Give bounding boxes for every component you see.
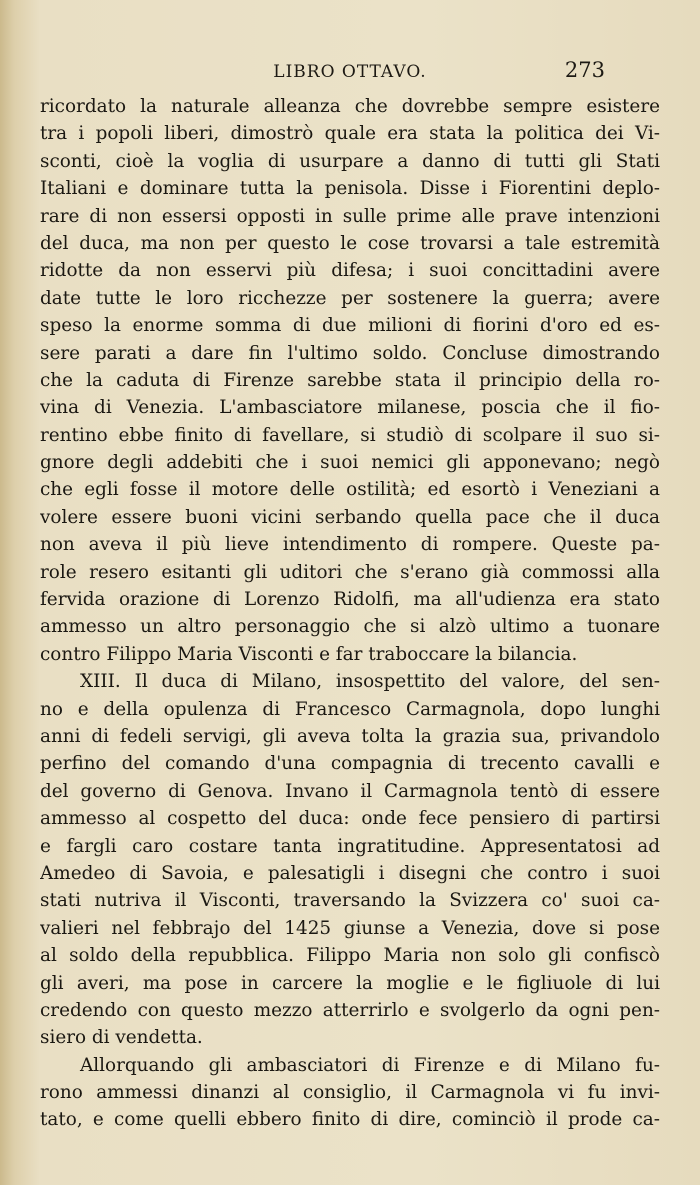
text-line: gnore degli addebiti che i suoi nemici gli apponevano; negò [40,452,660,474]
running-head: LIBRO OTTAVO. [273,62,427,82]
text-line: siero di vendetta. [40,1027,203,1049]
text-line: XIII. Il duca di Milano, insospettito del valore, del sen- [80,671,660,693]
text-line: ricordato la naturale alleanza che dovrebbe sempre esistere [40,96,660,117]
text-line: role resero esitanti gli uditori che s'erano già commossi alla [40,561,660,583]
text-line: date tutte le loro ricchezze per sostenere la guerra; avere [40,287,660,309]
text-line: sconti, cioè la voglia di usurpare a danno di tutti gli Stati [40,150,660,172]
text-line: e fargli caro costare tanta ingratitudine. Appresentatosi ad [40,835,660,857]
text-line: ammesso un altro personaggio che si alzò ultimo a tuonare [40,616,660,638]
text-line: valieri nel febbrajo del 1425 giunse a Venezia, dove si pose [40,917,660,939]
text-line: Italiani e dominare tutta la penisola. Disse i Fiorentini deplo- [40,178,660,200]
text-line: vina di Venezia. L'ambasciatore milanese, poscia che il fio- [40,397,660,419]
text-line: perfino del comando d'una compagnia di trecento cavalli e [40,753,660,775]
text-line: contro Filippo Maria Visconti e far traboccare la bilancia. [40,643,578,665]
text-line: credendo con questo mezzo atterrirlo e svolgerlo da ogni pen- [40,999,660,1021]
text-line: speso la enorme somma di due milioni di fiorini d'oro ed es- [40,315,660,337]
text-line: Allorquando gli ambasciatori di Firenze e di Milano fu- [80,1054,660,1076]
page-header [0,58,700,88]
text-line: non aveva il più lieve intendimento di rompere. Queste pa- [40,534,660,556]
text-line: gli averi, ma pose in carcere la moglie e le figliuole di lui [40,972,660,994]
text-line: del duca, ma non per questo le cose trovarsi a tale estremità [40,232,660,254]
text-line: no e della opulenza di Francesco Carmagnola, dopo lunghi [40,698,660,720]
text-line: del governo di Genova. Invano il Carmagnola tentò di essere [40,780,660,802]
text-line: ridotte da non esservi più difesa; i suoi concittadini avere [40,260,660,282]
text-line: tato, e come quelli ebbero finito di dire, cominciò il prode ca- [40,1109,660,1131]
text-line: stati nutriva il Visconti, traversando la Svizzera co' suoi ca- [40,890,660,912]
text-line: che egli fosse il motore delle ostilità; ed esortò i Veneziani a [40,479,660,501]
text-line: ammesso al cospetto del duca: onde fece pensiero di partirsi [40,808,660,830]
text-line: rare di non essersi opposti in sulle prime alle prave intenzioni [40,205,660,227]
body-text [40,93,660,1134]
text-line: che la caduta di Firenze sarebbe stata il principio della ro- [40,369,660,391]
text-line: tra i popoli liberi, dimostrò quale era stata la politica dei Vi- [40,123,660,145]
text-line: rentino ebbe finito di favellare, si studiò di scolpare il suo si- [40,424,660,446]
text-line: al soldo della repubblica. Filippo Maria non solo gli confiscò [40,945,660,967]
text-line: sere parati a dare fin l'ultimo soldo. Concluse dimostrando [40,342,660,364]
text-line: Amedeo di Savoia, e palesatigli i disegni che contro i suoi [40,862,660,884]
page-number: 273 [564,58,605,82]
text-line: fervida orazione di Lorenzo Ridolfi, ma all'udienza era stato [40,589,660,611]
text-line: anni di fedeli servigi, gli aveva tolta la grazia sua, privandolo [40,725,660,747]
text-line: rono ammessi dinanzi al consiglio, il Carmagnola vi fu invi- [40,1082,660,1104]
text-line: volere essere buoni vicini serbando quella pace che il duca [40,506,660,528]
